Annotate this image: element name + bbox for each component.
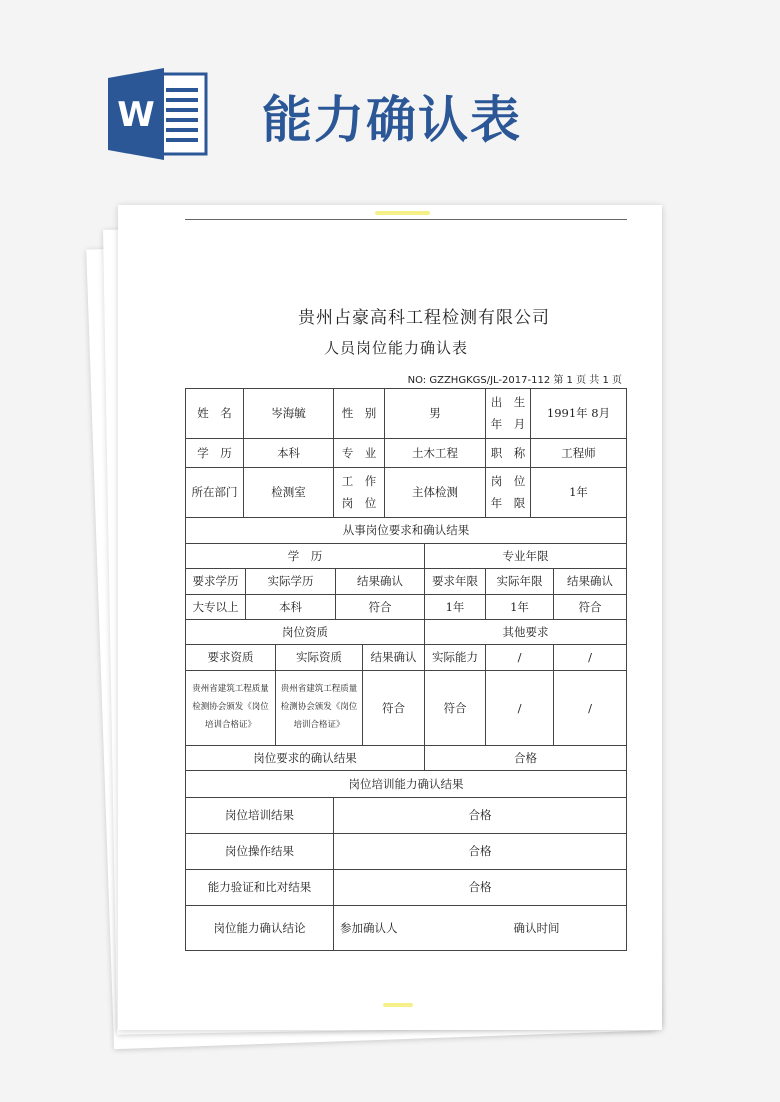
col-years-result: 结果确认 xyxy=(554,569,627,595)
req-qual-line: 检测协会颁发《岗位 xyxy=(192,702,269,713)
birth-label xyxy=(486,389,531,439)
confirm-time-label: 确认时间 xyxy=(474,906,627,951)
col-actual-years: 实际年限 xyxy=(486,569,554,595)
experience-head: 专业年限 xyxy=(425,544,627,569)
years-value: 1年 xyxy=(531,468,627,518)
gender-label: 性 别 xyxy=(334,389,385,439)
birth-value: 1991年 8月 xyxy=(531,389,627,439)
department-value: 检测室 xyxy=(244,468,334,518)
company-name: 贵州占豪高科工程检测有限公司 xyxy=(298,308,550,328)
other-head: 其他要求 xyxy=(425,620,627,645)
birth-label-2: 年 月 xyxy=(490,416,526,431)
required-qualification xyxy=(186,671,276,746)
col-required-years: 要求年限 xyxy=(425,569,486,595)
qualification-table xyxy=(185,619,627,771)
form-title: 人员岗位能力确认表 xyxy=(324,339,469,357)
act-qual-line: 贵州省建筑工程质量 xyxy=(280,684,358,695)
birth-label-1: 出 生 xyxy=(490,394,526,409)
col-actual-edu: 实际学历 xyxy=(246,569,336,595)
years-label-2: 年 限 xyxy=(490,495,526,510)
training-result: 合格 xyxy=(334,798,627,834)
education-head: 学 历 xyxy=(186,544,425,569)
banner-title: 能力确认表 xyxy=(262,91,522,149)
title-label: 职 称 xyxy=(486,439,531,468)
word-logo-icon xyxy=(108,68,208,160)
years-label xyxy=(486,468,531,518)
actual-years: 1年 xyxy=(486,595,554,620)
col-edu-result: 结果确认 xyxy=(336,569,425,595)
qualification-head: 岗位资质 xyxy=(186,620,425,645)
training-table xyxy=(185,770,627,951)
job-label xyxy=(334,468,385,518)
conclusion-label: 岗位能力确认结论 xyxy=(186,906,334,951)
job-label-2: 岗 位 xyxy=(341,495,377,510)
years-result: 符合 xyxy=(554,595,627,620)
title-value: 工程师 xyxy=(531,439,627,468)
gender-value: 男 xyxy=(385,389,486,439)
document-number: NO: GZZHGKGS/JL-2017-112 第 1 页 共 1 页 xyxy=(407,375,622,386)
section-training-header: 岗位培训能力确认结果 xyxy=(186,771,627,798)
other-value-2: / xyxy=(554,671,627,746)
education-value: 本科 xyxy=(244,439,334,468)
requirement-result-label: 岗位要求的确认结果 xyxy=(186,746,425,771)
major-label: 专 业 xyxy=(334,439,385,468)
job-label-1: 工 作 xyxy=(341,473,377,488)
required-edu: 大专以上 xyxy=(186,595,246,620)
col-required-qual: 要求资质 xyxy=(186,645,276,671)
job-value: 主体检测 xyxy=(385,468,486,518)
req-qual-line: 培训合格证》 xyxy=(204,719,256,730)
years-label-1: 岗 位 xyxy=(490,473,526,488)
act-qual-line: 培训合格证》 xyxy=(293,719,345,730)
actual-ability: 符合 xyxy=(425,671,486,746)
education-label: 学 历 xyxy=(186,439,244,468)
other-value-1: / xyxy=(486,671,554,746)
col-actual-qual: 实际资质 xyxy=(276,645,363,671)
actual-qualification xyxy=(276,671,363,746)
req-qual-line: 贵州省建筑工程质量 xyxy=(192,684,269,695)
name-value: 岑海毓 xyxy=(244,389,334,439)
name-label: 姓 名 xyxy=(186,389,244,439)
proficiency-result-label: 能力验证和比对结果 xyxy=(186,870,334,906)
required-years: 1年 xyxy=(425,595,486,620)
col-actual-ability: 实际能力 xyxy=(425,645,486,671)
training-result-label: 岗位培训结果 xyxy=(186,798,334,834)
requirement-result: 合格 xyxy=(425,746,627,771)
section-requirements-header: 从事岗位要求和确认结果 xyxy=(186,518,627,544)
major-value: 土木工程 xyxy=(385,439,486,468)
footer-note xyxy=(383,1003,413,1007)
header-rule xyxy=(185,219,627,220)
act-qual-line: 检测协会颁发《岗位 xyxy=(280,702,358,713)
col-qual-result: 结果确认 xyxy=(363,645,425,671)
department-label: 所在部门 xyxy=(186,468,244,518)
svg-text:W: W xyxy=(117,95,155,135)
operation-result: 合格 xyxy=(334,834,627,870)
col-other-2: / xyxy=(554,645,627,671)
edu-result: 符合 xyxy=(336,595,425,620)
qualification-result: 符合 xyxy=(363,671,425,746)
proficiency-result: 合格 xyxy=(334,870,627,906)
header-note xyxy=(375,211,430,215)
education-experience-table xyxy=(185,543,627,620)
confirmer-label: 参加确认人 xyxy=(334,906,474,951)
actual-edu: 本科 xyxy=(246,595,336,620)
col-other-1: / xyxy=(486,645,554,671)
operation-result-label: 岗位操作结果 xyxy=(186,834,334,870)
personal-info-table xyxy=(185,388,627,544)
col-required-edu: 要求学历 xyxy=(186,569,246,595)
